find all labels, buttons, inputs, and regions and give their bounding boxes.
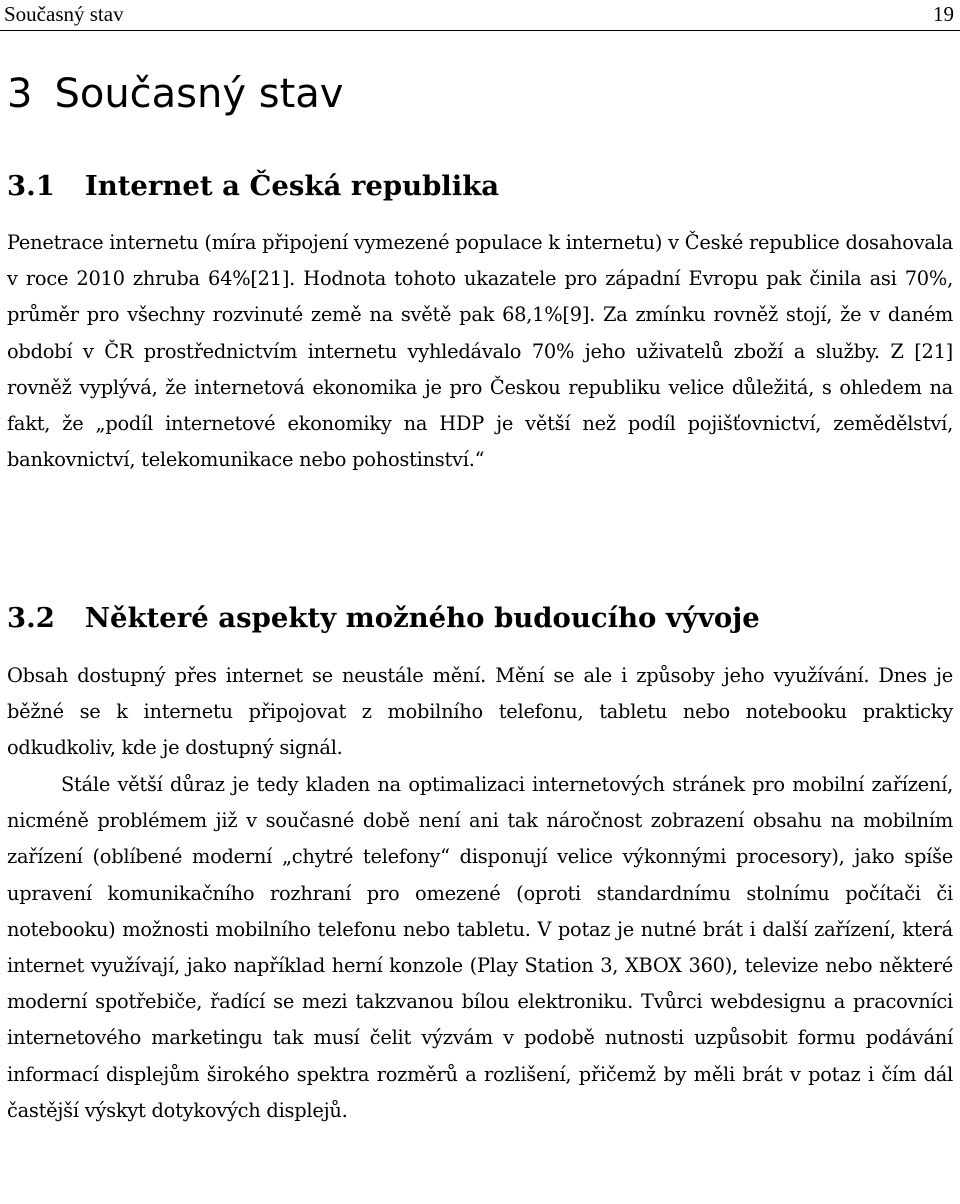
chapter-heading [7, 64, 343, 124]
paragraph-internet-penetration: Penetrace internetu (míra připojení vymezené populace k internetu) v České republice dosahovala v roce 2010 zhruba 64%[21]. Hodnota tohoto ukazatele pro západní Evropu pak činila asi 70%, průměr pro všechny rozvinuté země na světě pak 68,1%[9]. Za zmínku rovněž stojí, že v daném období v ČR prostřednictvím internetu vyhledávalo 70% jeho uživatelů zboží a služby. Z [21] rovněž vyplývá, že internetová ekonomika je pro Českou republiku velice důležitá, s ohledem na fakt, že „podíl internetové ekonomiky na HDP je větší než podíl pojišťovnictví, zemědělství, bankovnictví, telekomunikace nebo pohostinství.“ [7, 231, 953, 472]
section-heading-3-1 [7, 166, 499, 206]
section-title: Některé aspekty možného budoucího vývoje [84, 602, 760, 634]
chapter-number: 3 [7, 71, 33, 117]
section-heading-3-2 [7, 598, 760, 638]
section-number: 3.2 [7, 602, 55, 634]
running-header [0, 0, 960, 31]
section-title: Internet a Česká republika [84, 170, 500, 202]
section-number: 3.1 [7, 170, 55, 202]
page-number: 19 [933, 2, 954, 26]
running-header-title: Současný stav [4, 2, 124, 26]
chapter-title: Současný stav [54, 71, 344, 117]
paragraph-mobile-optimization: Stále větší důraz je tedy kladen na optimalizaci internetových stránek pro mobilní zařízení, nicméně problémem již v současné době není ani tak náročnost zobrazení obsahu na mobilním zařízení (oblíbené moderní „chytré telefony“ disponují velice výkonnými procesory), jako spíše upravení komunikačního rozhraní pro omezené (oproti standardnímu stolnímu počítači či notebooku) možnosti mobilního telefonu nebo tabletu. V potaz je nutné brát i další zařízení, která internet využívají, jako například herní konzole (Play Station 3, XBOX 360), televize nebo některé moderní spotřebiče, řadící se mezi takzvanou bílou elektroniku. Tvůrci webdesignu a pracovníci internetového marketingu tak musí čelit výzvám v podobě nutnosti uzpůsobit formu podávání informací displejům širokého spektra rozměrů a rozlišení, přičemž by měli brát v potaz i čím dál častější výskyt dotykových displejů. [7, 773, 953, 1122]
paragraph-content-changes: Obsah dostupný přes internet se neustále mění. Mění se ale i způsoby jeho využívání. Dnes je běžné se k internetu připojovat z mobilního telefonu, tabletu nebo notebooku prakticky odkudkoliv, kde je dostupný signál. [7, 664, 953, 760]
